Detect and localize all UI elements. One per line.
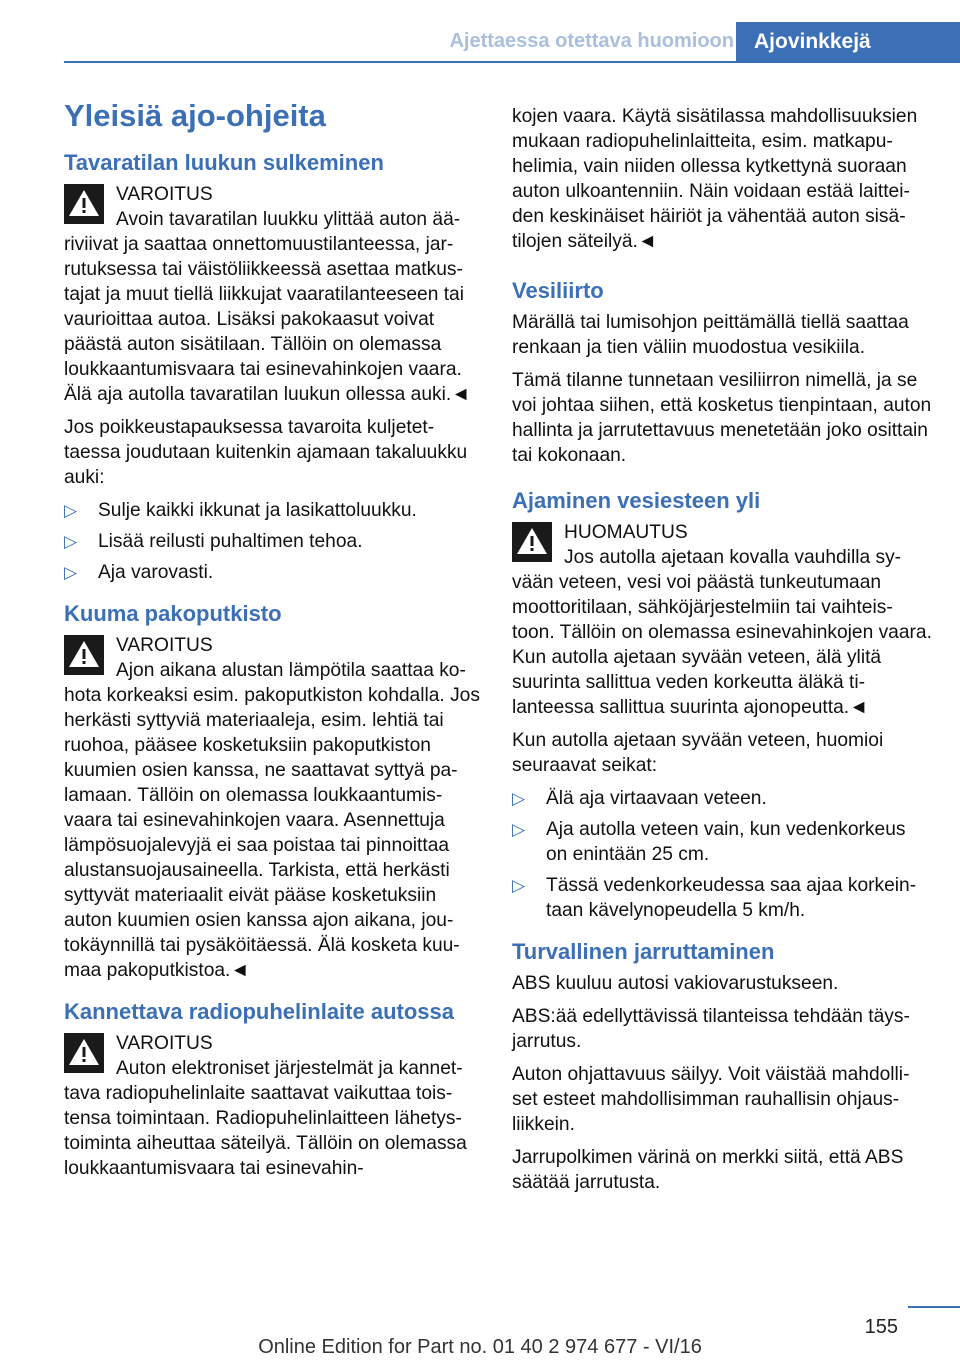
heading-turvallinen-jarruttaminen: Turvallinen jarruttaminen [512, 939, 775, 964]
warning-label: VAROITUS [116, 635, 213, 656]
list-item: ▷ Tässä vedenkorkeudessa saa ajaa korkein-taan kävelynopeudella 5 km/h. [512, 875, 917, 921]
warning-block [64, 1031, 484, 1181]
heading-vesiliirto: Vesiliirto [512, 278, 604, 303]
section-label[interactable]: Ajettaessa otettava huomioon [449, 30, 734, 52]
page-number: 155 [864, 1316, 898, 1338]
list-item: ▷ Sulje kaikki ikkunat ja lasikattoluukku. [64, 500, 417, 521]
triangle-bullet-icon: ▷ [64, 501, 78, 520]
tab-ajovinkkeja[interactable]: Ajovinkkejä [736, 22, 960, 62]
paragraph: Jarrupolkimen värinä on merkki siitä, että ABS säätää jarrutusta. [512, 1147, 904, 1193]
list-item: ▷ Lisää reilusti puhaltimen tehoa. [64, 531, 363, 552]
paragraph: ABS:ää edellyttävissä tilanteissa tehdään täys-jarrutus. [512, 1006, 910, 1052]
list-item: ▷ Aja autolla veteen vain, kun vedenkorkeus on enintään 25 cm. [512, 819, 906, 865]
warning-text-first: Jos autolla ajetaan kovalla vauhdilla sy- [564, 547, 902, 568]
warning-block [64, 633, 484, 983]
edition-text: Online Edition for Part no. 01 40 2 974 677 - VI/16 [258, 1336, 702, 1358]
warning-triangle-icon [64, 1033, 104, 1073]
warning-text-first: Auton elektroniset järjestelmät ja kannet- [116, 1058, 463, 1079]
warning-text: tava radiopuhelinlaite saattavat vaikuttaa tois-tensa toimintaan. Radiopuhelinlaitteen lähetys-toiminta aiheuttaa säteilyä. Tällöin on olemassa loukkaantumisvaara tai esinevahin- [64, 1083, 467, 1179]
paragraph: Kun autolla ajetaan syvään veteen, huomioi seuraavat seikat: [512, 730, 884, 776]
paragraph: Auton ohjattavuus säilyy. Voit väistää mahdolli-set esteet mahdollisimman rauhallisin ohjaus-liikkein. [512, 1064, 910, 1135]
triangle-bullet-icon: ▷ [512, 789, 526, 808]
header-rule [64, 61, 960, 63]
paragraph: Tämä tilanne tunnetaan vesiliirron nimellä, ja se voi johtaa siihen, että kosketus tienpintaan, auton hallinta ja jarrutettavuus menetetään joko osittain tai kokonaan. [512, 370, 932, 466]
paragraph: Märällä tai lumisohjon peittämällä tiellä saattaa renkaan ja tien väliin muodostua vesikiila. [512, 312, 909, 358]
left-column [64, 96, 484, 1189]
heading-vesieste: Ajaminen vesiesteen yli [512, 488, 761, 513]
heading-radiopuhelin: Kannettava radiopuhelinlaite autossa [64, 999, 454, 1024]
page-header [0, 0, 960, 62]
warning-text-first: Ajon aikana alustan lämpötila saattaa ko- [116, 660, 466, 681]
warning-label: VAROITUS [116, 1033, 213, 1054]
triangle-bullet-icon: ▷ [512, 820, 526, 839]
triangle-bullet-icon: ▷ [64, 563, 78, 582]
heading-kuuma-pakoputkisto: Kuuma pakoputkisto [64, 601, 282, 626]
warning-continuation: kojen vaara. Käytä sisätilassa mahdollisuuksien mukaan radiopuhelinlaitteita, esim. matkapu-helimia, vain niiden ollessa kytkettynä suoraan auton ulkoantenniin. Näin voidaan estää laittei-den keskinäiset häiriöt ja vähentää auton sisä-tilojen säteilyä.◄ [512, 106, 918, 252]
warning-triangle-icon [64, 184, 104, 224]
warning-label: HUOMAUTUS [564, 522, 688, 543]
list-item: ▷ Älä aja virtaavaan veteen. [512, 788, 767, 809]
heading-tavaratila: Tavaratilan luukun sulkeminen [64, 150, 384, 175]
paragraph: Jos poikkeustapauksessa tavaroita kuljetet-taessa joudutaan kuitenkin ajamaan takaluukku auki: [64, 417, 468, 488]
bullet-list [512, 786, 932, 923]
warning-block [512, 520, 932, 720]
right-column [512, 104, 932, 1203]
bullet-list [64, 498, 484, 585]
warning-block [64, 182, 484, 407]
warning-triangle-icon [64, 635, 104, 675]
warning-triangle-icon [512, 522, 552, 562]
page-title: Yleisiä ajo-ohjeita [64, 98, 326, 133]
footer-rule [908, 1306, 960, 1308]
triangle-bullet-icon: ▷ [64, 532, 78, 551]
list-item: ▷ Aja varovasti. [64, 562, 214, 583]
warning-text: riviivat ja saattaa onnettomuustilanteessa, jar-rutuksessa tai väistöliikkeessä asettaa matkus-tajat ja muut tiellä liikkujat vaaratilanteeseen tai vaurioittaa autoa. Lisäksi pakokaasut voivat päästä auton sisätilaan. Tällöin on olemassa loukkaantumisvaara tai esinevahinkojen vaara. Älä aja autolla tavaratilan luukun ollessa auki.◄ [64, 234, 471, 405]
paragraph: ABS kuuluu autosi vakiovarustukseen. [512, 973, 839, 994]
warning-text: hota korkeaksi esim. pakoputkiston kohdalla. Jos herkästi syttyviä materiaaleja, esim. lehtiä tai ruohoa, pääsee kosketuksiin pakoputkiston kuumien osien kanssa, ne saattavat syttyä pa-lamaan. Tällöin on olemassa loukkaantumis-vaara tai esinevahinkojen vaara. Asennettuja lämpösuojalevyjä ei saa poistaa tai pinnoittaa alustansuojausaineella. Tarkista, että herkästi syttyvät materiaalit eivät pääse kosketuksiin auton kuumien osien kanssa ajon aikana, jou-tokäynnillä tai pysäköitäessä. Älä kosketa kuu-maa pakoputkistoa.◄ [64, 685, 480, 981]
warning-text: vään veteen, vesi voi päästä tunkeutumaan moottoritilaan, sähköjärjestelmiin tai vaihteis-toon. Tällöin on olemassa esinevahinkojen vaara. Kun autolla ajetaan syvään veteen, älä ylitä suurinta sallittua veden korkeutta äläkä ti-lanteessa sallittua suurinta ajonopeutta.◄ [512, 572, 932, 718]
triangle-bullet-icon: ▷ [512, 876, 526, 895]
warning-text-first: Avoin tavaratilan luukku ylittää auton ää- [116, 209, 461, 230]
warning-label: VAROITUS [116, 184, 213, 205]
